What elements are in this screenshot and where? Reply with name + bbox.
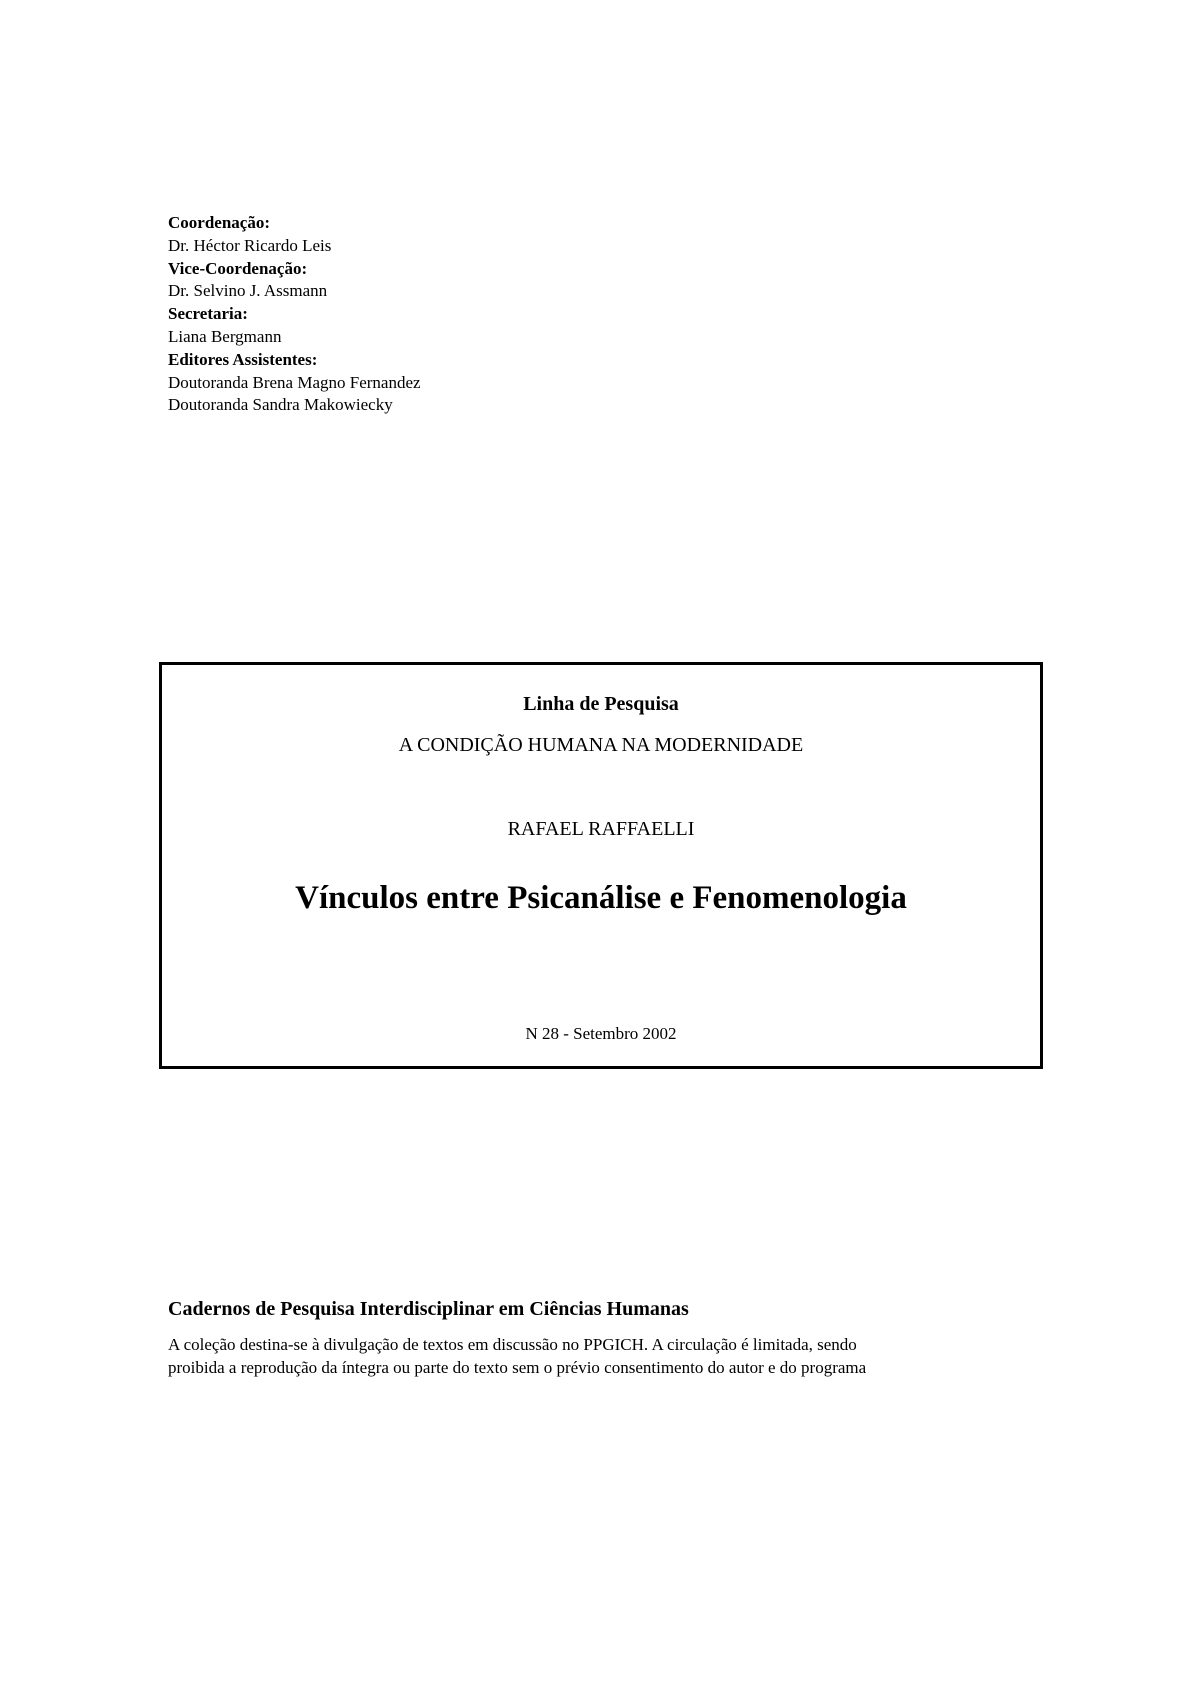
issue-info: N 28 - Setembro 2002	[525, 1024, 677, 1043]
staff-role-secretary: Secretaria:	[168, 304, 248, 324]
title-box	[159, 662, 1043, 1069]
work-title: Vínculos entre Psicanálise e Fenomenologia	[295, 880, 907, 916]
series-description-line-2: proibida a reprodução da íntegra ou parte do texto sem o prévio consentimento do autor e do programa	[168, 1358, 867, 1377]
series-description	[168, 1333, 1028, 1379]
staff-name-assistant-editor-2: Doutoranda Sandra Makowiecky	[168, 395, 393, 415]
series-section	[168, 1298, 1028, 1379]
staff-name-secretary: Liana Bergmann	[168, 326, 282, 346]
staff-name-coordinator: Dr. Héctor Ricardo Leis	[168, 235, 332, 255]
staff-role-vice-coordination: Vice-Coordenação:	[168, 258, 308, 278]
staff-role-assistant-editors: Editores Assistentes:	[168, 349, 318, 369]
research-line-label: Linha de Pesquisa	[523, 693, 679, 715]
staff-name-assistant-editor-1: Doutoranda Brena Magno Fernandez	[168, 372, 421, 392]
author-name: RAFAEL RAFFAELLI	[507, 818, 695, 840]
staff-name-vice-coordinator: Dr. Selvino J. Assmann	[168, 281, 328, 301]
research-line-name: A CONDIÇÃO HUMANA NA MODERNIDADE	[398, 734, 804, 756]
staff-role-coordination: Coordenação:	[168, 213, 270, 232]
series-description-line-1: A coleção destina-se à divulgação de textos em discussão no PPGICH. A circulação é limitada, sendo	[168, 1335, 857, 1354]
staff-list	[168, 212, 421, 417]
series-title: Cadernos de Pesquisa Interdisciplinar em Ciências Humanas	[168, 1298, 689, 1320]
